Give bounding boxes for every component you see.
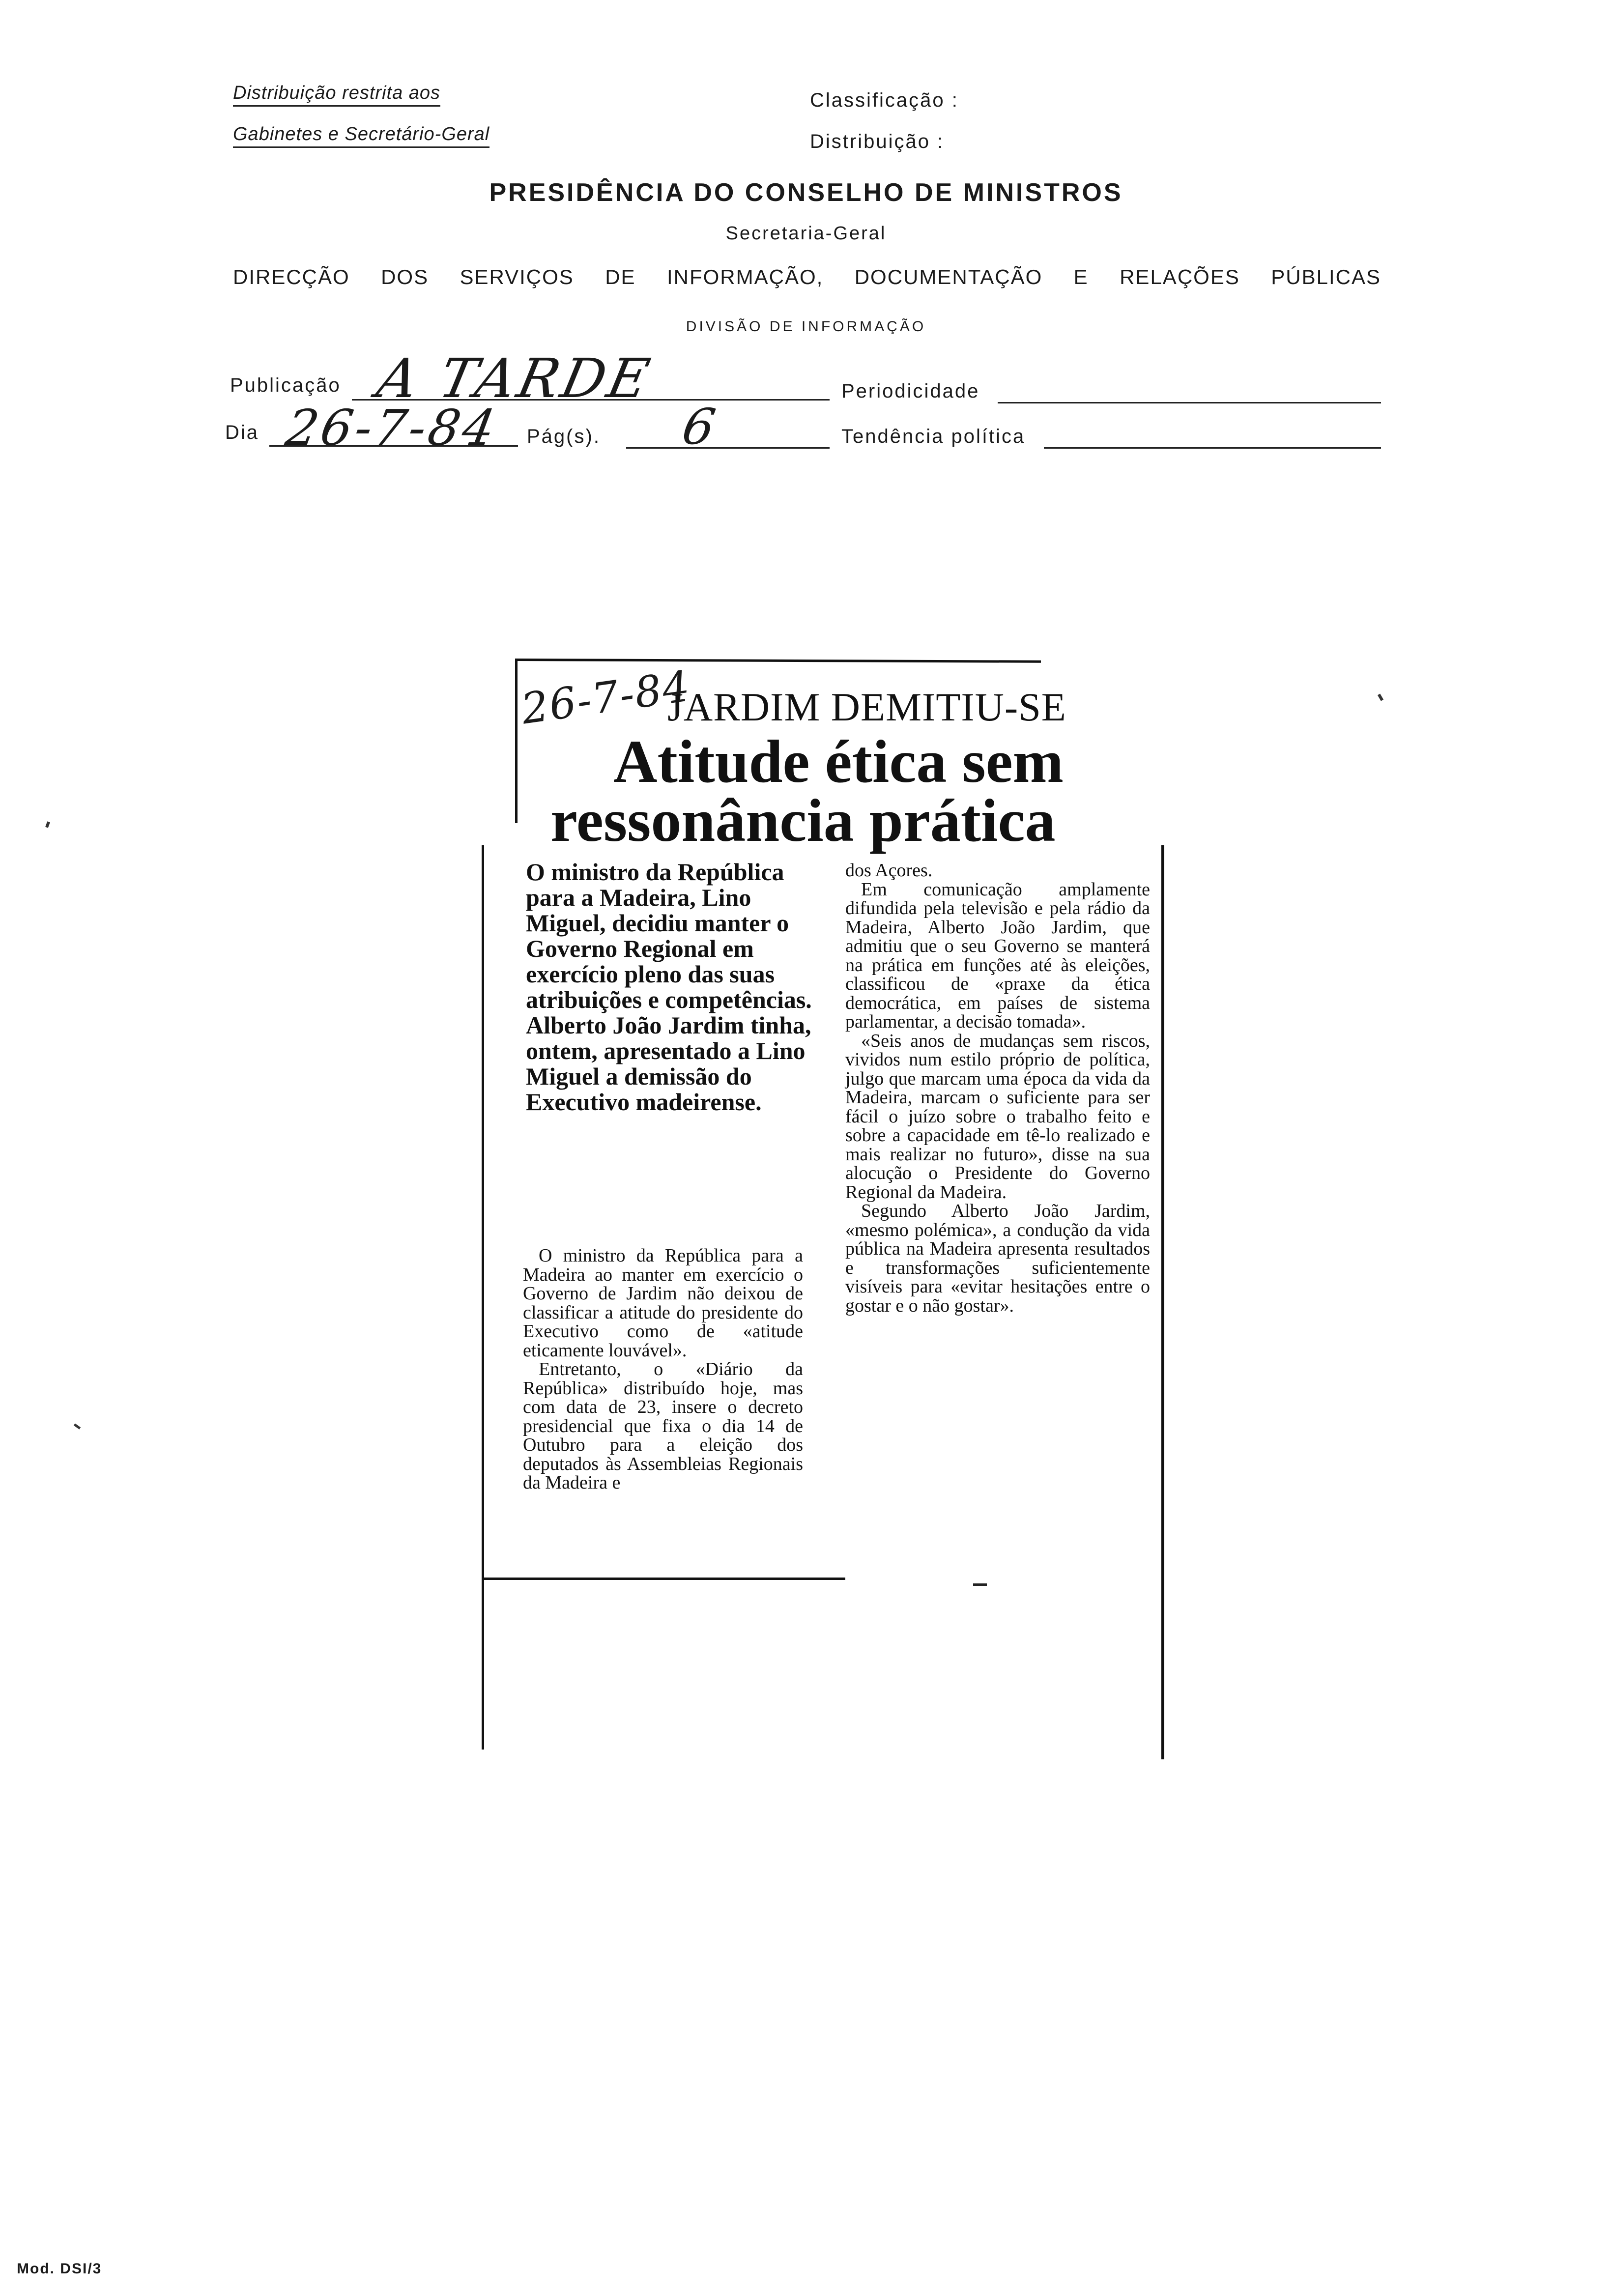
article-paragraph: Segundo Alberto João Jardim, «mesmo polémica», a condução da vida pública na Madeira apresenta resultados e transformações suficientemente visíveis para «evitar hesitações entre o gostar e o não gostar». [845,1201,1150,1316]
article-paragraph: Entretanto, o «Diário da República» distribuído hoje, mas com data de 23, insere o decreto presidencial que fixa o dia 14 de Outubro para a eleição dos deputados às Assembleias Regionais da Madeira e [523,1359,803,1493]
pages-handwritten-value: 6 [678,398,720,456]
restricted-distribution-line1: Distribuição restrita aos [233,83,440,104]
article-paragraph: dos Açores. [845,860,933,881]
article-paragraph: O ministro da República para a Madeira ao manter em exercício o Governo de Jardim não deixou de classificar a atitude do presidente do Executivo como de «atitude eticamente louvável». [523,1245,803,1361]
day-handwritten-value: 26-7-84 [282,399,503,457]
publication-handwritten-value: A TARDE [372,347,658,410]
form-code: Mod. DSI/3 [17,2261,102,2277]
secretariat-title: Secretaria-Geral [725,223,887,244]
clipping-bottom-edge [482,1578,845,1580]
distribution-label: Distribuição : [810,131,945,152]
article-paragraph: «Seis anos de mudanças sem riscos, vividos num estilo próprio de política, julgo que marcam uma época da vida da Madeira, marcam o suficiente para ser fácil o juízo sobre o trabalho feito e sobre a capacidade em tê-lo realizado e mais realizar no futuro», disse na sua alocução o Presidente do Governo Regional da Madeira. [845,1030,1150,1203]
article-kicker: JARDIM DEMITIU-SE [667,685,1066,729]
article-lead: O ministro da República para a Madeira, Lino Miguel, decidiu manter o Governo Regional em exercício pleno das suas atribuições e competências. Alberto João Jardim tinha, ontem, apresentado a Lino Miguel a demissão do Executivo madeirense. [526,858,812,1116]
scan-mark [45,821,50,828]
directorate-title: DIRECÇÃO DOS SERVIÇOS DE INFORMAÇÃO, DOCUMENTAÇÃO E RELAÇÕES PÚBLICAS [233,265,1381,288]
article-headline-line1: Atitude ética sem [613,728,1064,795]
restricted-distribution-line2: Gabinetes e Secretário-Geral [233,124,489,145]
political-tendency-label: Tendência política [841,426,1026,447]
clipping-left-edge-upper [515,659,518,823]
pages-label: Pág(s). [527,426,601,447]
article-right-column [845,861,1150,1315]
article-headline-line2: ressonância prática [550,787,1056,854]
periodicity-label: Periodicidade [841,380,980,402]
scan-mark [1378,693,1383,701]
classification-label: Classificação : [810,89,959,111]
clipping-left-edge-lower [482,845,484,1750]
scan-mark [973,1583,987,1586]
article-left-column [523,1246,803,1492]
pages-field-line [626,447,830,449]
clipping-top-edge [515,659,1041,663]
publication-label: Publicação [230,374,341,396]
organization-title: PRESIDÊNCIA DO CONSELHO DE MINISTROS [489,178,1123,207]
article-paragraph: Em comunicação amplamente difundida pela televisão e pela rádio da Madeira, Alberto João Jardim, que admitiu que o seu Governo se manterá na prática em funções até às eleições, classificou de «praxe da ética democrática, em países de sistema parlamentar, a decisão tomada». [845,879,1150,1032]
periodicity-field-line [998,402,1381,403]
scan-mark [74,1423,81,1429]
newspaper-clipping [482,659,1167,1582]
clipping-right-edge [1161,845,1164,1759]
division-title: DIVISÃO DE INFORMAÇÃO [686,318,926,335]
handwritten-clipping-date: 26-7-84 [518,661,693,734]
day-label: Dia [225,422,259,443]
political-tendency-field-line [1044,447,1381,449]
